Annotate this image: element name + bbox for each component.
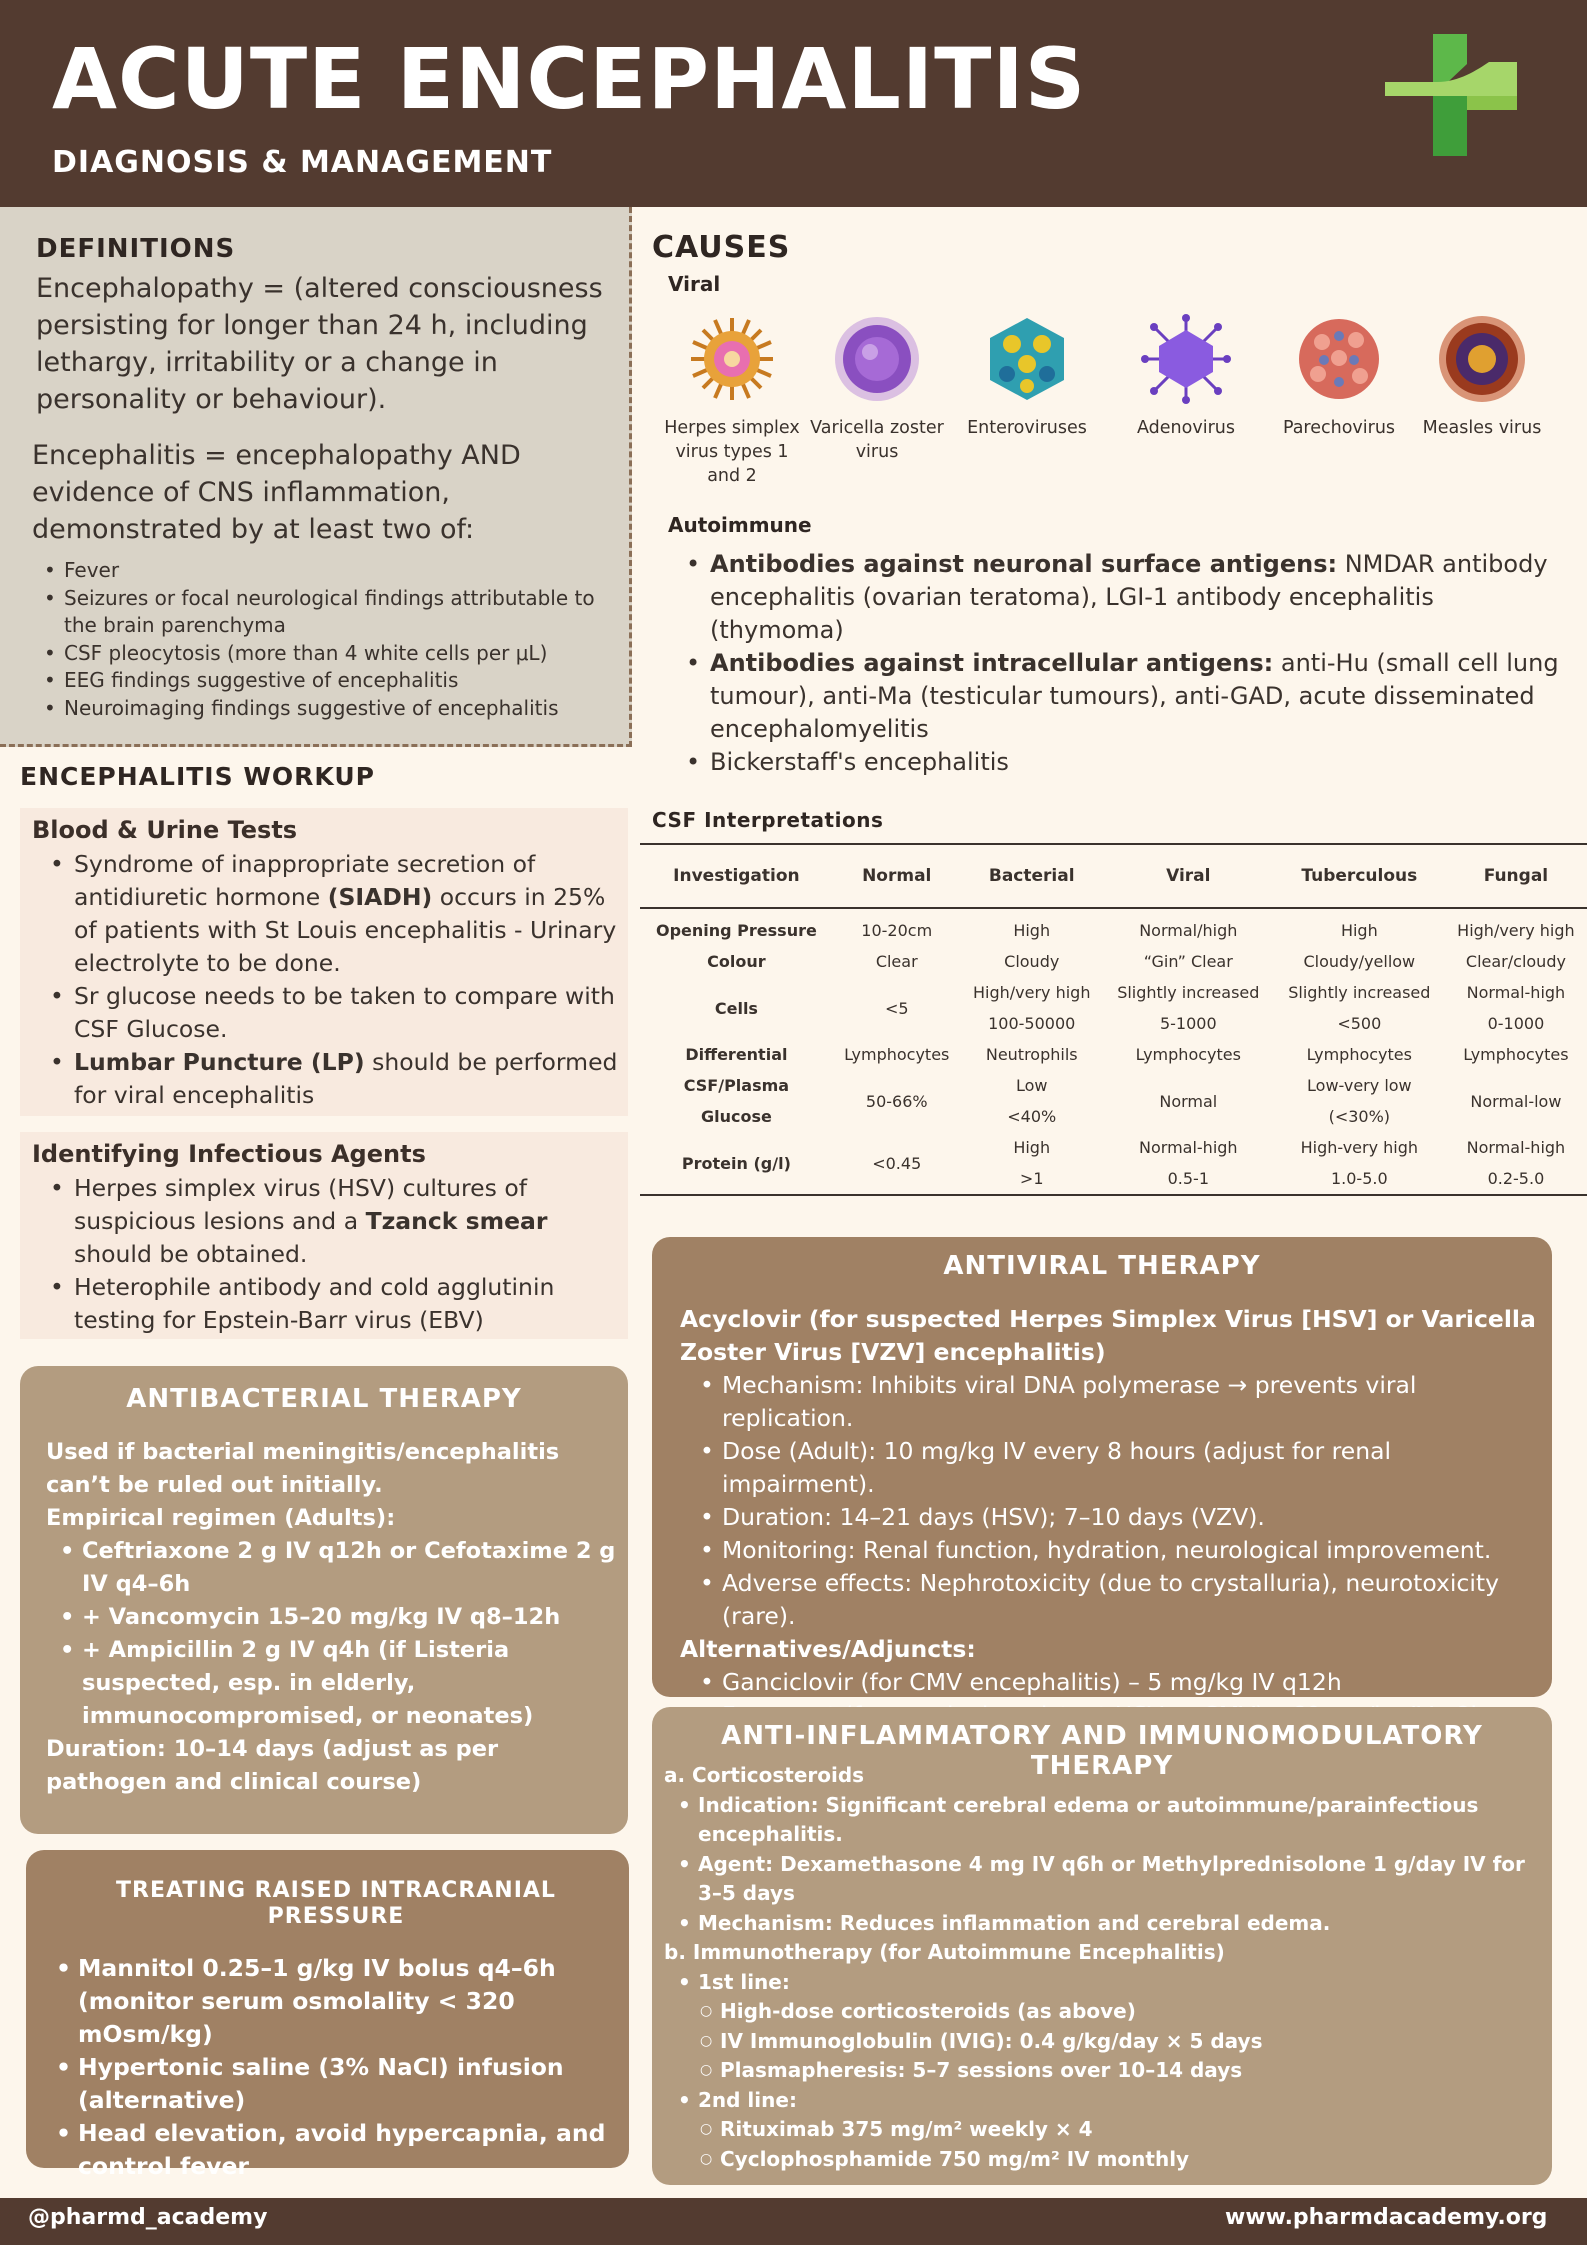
list-item: • Mechanism: Reduces inflammation and cerebral edema.: [678, 1909, 1544, 1939]
blood-urine-tests-box: [20, 808, 628, 1116]
column-header: Fungal: [1445, 844, 1587, 908]
list-item: • Mannitol 0.25–1 g/kg IV bolus q4–6h (monitor serum osmolality < 320 mOsm/kg): [56, 1952, 616, 2051]
definitions-heading: DEFINITIONS: [36, 234, 236, 264]
table-cell: High >1: [1013, 1138, 1051, 1188]
enterovirus-icon: [982, 314, 1072, 404]
table-header-row: [640, 844, 1587, 908]
autoimmune-causes-list: [686, 548, 1566, 779]
icp-heading: TREATING RAISED INTRACRANIAL PRESSURE: [116, 1878, 556, 1929]
table-cell: Lymphocytes: [1306, 1045, 1412, 1064]
first-line-label: • 1st line:: [678, 1968, 1544, 1998]
table-cell: Lymphocytes: [844, 1045, 950, 1064]
table-cell: High: [1013, 921, 1051, 940]
adenovirus-icon: [1141, 314, 1231, 404]
list-item: • Agent: Dexamethasone 4 mg IV q6h or Methylprednisolone 1 g/day IV for 3–5 days: [678, 1850, 1544, 1909]
column-header: Bacterial: [961, 844, 1103, 908]
table-cell: Cloudy/yellow: [1303, 952, 1416, 971]
measles-virus-icon: [1437, 314, 1527, 404]
causes-heading: CAUSES: [652, 230, 791, 265]
column-header: Normal: [833, 844, 961, 908]
list-item: • Lumbar Puncture (LP) should be performed for viral encephalitis: [50, 1046, 620, 1112]
corticosteroids-list: [664, 1791, 1544, 1939]
workup-heading: ENCEPHALITIS WORKUP: [20, 762, 375, 791]
row-label-cell: Colour: [707, 952, 766, 971]
first-line-list: [664, 1997, 1544, 2086]
virus-item: [1407, 314, 1557, 440]
virus-name: Parechovirus: [1282, 418, 1396, 438]
virus-name: Varicella zoster virus: [810, 418, 944, 462]
table-cell: Slightly increased <500: [1288, 983, 1431, 1033]
icp-therapy-card: [26, 1850, 629, 2180]
list-item: • EEG findings suggestive of encephalitis: [44, 667, 624, 695]
antiviral-therapy-card: [652, 1237, 1552, 1697]
table-cell: Lymphocytes: [1135, 1045, 1241, 1064]
list-item: • Antibodies against intracellular antigens: anti-Hu (small cell lung tumour), anti-Ma (testicular tumours), anti-GAD, acute disseminated encephalomyelitis: [686, 647, 1566, 746]
list-item: ○ Plasmapheresis: 5–7 sessions over 10–14 days: [700, 2056, 1544, 2086]
parechovirus-icon: [1294, 314, 1384, 404]
virus-item: [952, 314, 1102, 440]
viral-label: Viral: [668, 272, 721, 296]
csf-heading: CSF Interpretations: [652, 808, 884, 832]
icp-list: [56, 1952, 616, 2183]
virus-name: Measles virus: [1422, 418, 1542, 438]
list-item: • Herpes simplex virus (HSV) cultures of suspicious lesions and a Tzanck smear should be obtained.: [50, 1172, 620, 1271]
list-item: • CSF pleocytosis (more than 4 white cells per μL): [44, 640, 624, 668]
table-cell: Low-very low (<30%): [1307, 1076, 1412, 1126]
anti-inflammatory-heading: ANTI-INFLAMMATORY AND IMMUNOMODULATORY THERAPY: [721, 1721, 1483, 1781]
antibacterial-intro: Used if bacterial meningitis/encephalitis can’t be ruled out initially.: [46, 1439, 560, 1498]
csf-table-body: [640, 908, 1587, 1195]
list-item: ○ Rituximab 375 mg/m² weekly × 4: [700, 2115, 1544, 2145]
table-cell: Clear: [875, 952, 918, 971]
table-cell: “Gin” Clear: [1143, 952, 1233, 971]
alternatives-label: Alternatives/Adjuncts:: [680, 1635, 976, 1663]
table-row: [640, 1132, 1587, 1195]
antiviral-body: [680, 1303, 1540, 1732]
infectious-agents-box: [20, 1132, 628, 1339]
list-item: • Dose (Adult): 10 mg/kg IV every 8 hours (adjust for renal impairment).: [700, 1435, 1540, 1501]
antibacterial-heading: ANTIBACTERIAL THERAPY: [126, 1384, 522, 1414]
table-cell: 10-20cm: [861, 921, 933, 940]
virus-item: [1111, 314, 1261, 440]
table-cell: High/very high: [1457, 921, 1575, 940]
list-item: • Duration: 14–21 days (HSV); 7–10 days (VZV).: [700, 1501, 1540, 1534]
table-cell: Normal: [1159, 1091, 1218, 1111]
list-item: • Adverse effects: Nephrotoxicity (due to crystalluria), neurotoxicity (rare).: [700, 1567, 1540, 1633]
table-row: [640, 946, 1587, 977]
table-cell: Normal-high 0-1000: [1466, 983, 1566, 1033]
table-cell: Normal-low: [1470, 1091, 1562, 1111]
table-cell: Cloudy: [1004, 952, 1060, 971]
list-item: • Neuroimaging findings suggestive of encephalitis: [44, 695, 624, 723]
blood-urine-heading: Blood & Urine Tests: [32, 816, 298, 844]
page-subtitle: DIAGNOSIS & MANAGEMENT: [52, 145, 553, 180]
list-item: • Hypertonic saline (3% NaCl) infusion (alternative): [56, 2051, 616, 2117]
list-item: ○ Cyclophosphamide 750 mg/m² IV monthly: [700, 2145, 1544, 2175]
list-item: • Mechanism: Inhibits viral DNA polymerase → prevents viral replication.: [700, 1369, 1540, 1435]
page-title: ACUTE ENCEPHALITIS: [52, 30, 1087, 128]
virus-name: Adenovirus: [1137, 418, 1235, 438]
list-item: • Monitoring: Renal function, hydration, neurological improvement.: [700, 1534, 1540, 1567]
autoimmune-label: Autoimmune: [668, 513, 812, 537]
regimen-list: [46, 1535, 616, 1733]
list-item: • + Ampicillin 2 g IV q4h (if Listeria suspected, esp. in elderly, immunocompromised, or neonates): [60, 1634, 616, 1733]
table-cell: Low <40%: [1007, 1076, 1057, 1126]
row-label-cell: Cells: [714, 998, 758, 1018]
table-row: [640, 1039, 1587, 1070]
row-label-cell: Opening Pressure: [655, 921, 817, 940]
definitions-panel: [0, 207, 632, 747]
list-item: • Ceftriaxone 2 g IV q12h or Cefotaxime 2 g IV q4–6h: [60, 1535, 616, 1601]
virus-item: [1264, 314, 1414, 440]
list-item: ○ High-dose corticosteroids (as above): [700, 1997, 1544, 2027]
csf-table: [640, 843, 1587, 1196]
encephalitis-definition: Encephalitis = encephalopathy AND evidence of CNS inflammation, demonstrated by at least two of:: [32, 440, 521, 545]
table-cell: Normal-high 0.2-5.0: [1466, 1138, 1566, 1188]
antibacterial-therapy-card: [20, 1366, 628, 1834]
table-cell: High/very high 100-50000: [972, 983, 1091, 1033]
second-line-list: [664, 2115, 1544, 2174]
anti-inflammatory-card: [652, 1707, 1552, 2185]
antibacterial-duration: Duration: 10–14 days (adjust as per pathogen and clinical course): [46, 1736, 499, 1795]
encephalitis-criteria-list: [44, 557, 624, 722]
list-item: • Head elevation, avoid hypercapnia, and control fever: [56, 2117, 616, 2183]
list-item: • Fever: [44, 557, 624, 585]
table-cell: High-very high 1.0-5.0: [1300, 1138, 1419, 1188]
table-cell: Normal/high: [1139, 921, 1238, 940]
anti-inflammatory-body: [664, 1761, 1544, 2174]
row-label-cell: CSF/Plasma Glucose: [683, 1076, 790, 1126]
encephalopathy-definition: Encephalopathy = (altered consciousness persisting for longer than 24 h, including lethargy, irritability or a change in personality or behaviour).: [36, 273, 603, 415]
virus-item: [802, 314, 952, 464]
table-cell: Clear/cloudy: [1465, 952, 1566, 971]
row-label-cell: Protein (g/l): [681, 1153, 791, 1173]
varicella-virus-icon: [832, 314, 922, 404]
list-item: • + Vancomycin 15–20 mg/kg IV q8–12h: [60, 1601, 616, 1634]
second-line-label: • 2nd line:: [678, 2086, 1544, 2116]
virus-name: Enteroviruses: [967, 418, 1087, 438]
infectious-agents-heading: Identifying Infectious Agents: [32, 1140, 426, 1168]
corticosteroids-label: a. Corticosteroids: [664, 1763, 865, 1787]
virus-item: [657, 314, 807, 488]
list-item: • Heterophile antibody and cold agglutinin testing for Epstein-Barr virus (EBV): [50, 1271, 620, 1337]
acyclovir-points: [680, 1369, 1540, 1633]
list-item: ○ IV Immunoglobulin (IVIG): 0.4 g/kg/day × 5 days: [700, 2027, 1544, 2057]
social-handle: @pharmd_academy: [28, 2205, 268, 2230]
herpes-virus-icon: [687, 314, 777, 404]
antibacterial-body: [46, 1436, 616, 1799]
immunotherapy-label: b. Immunotherapy (for Autoimmune Encephalitis): [664, 1940, 1225, 1964]
list-item: • Seizures or focal neurological findings attributable to the brain parenchyma: [44, 585, 624, 640]
table-cell: Slightly increased 5-1000: [1117, 983, 1260, 1033]
acyclovir-heading: Acyclovir (for suspected Herpes Simplex Virus [HSV] or Varicella Zoster Virus [VZV] encephalitis): [680, 1305, 1536, 1366]
list-item: • Indication: Significant cerebral edema or autoimmune/parainfectious encephalitis.: [678, 1791, 1544, 1850]
green-cross-logo-icon: [1385, 34, 1517, 156]
table-cell: Neutrophils: [985, 1045, 1078, 1064]
list-item: • Ganciclovir (for CMV encephalitis) – 5 mg/kg IV q12h: [700, 1666, 1540, 1699]
table-row: [640, 1070, 1587, 1132]
table-row: [640, 977, 1587, 1039]
table-row: [640, 908, 1587, 946]
column-header: Viral: [1103, 844, 1274, 908]
list-item: • Syndrome of inappropriate secretion of antidiuretic hormone (SIADH) occurs in 25% of patients with St Louis encephalitis - Urinary electrolyte to be done.: [50, 848, 620, 980]
regimen-label: Empirical regimen (Adults):: [46, 1505, 396, 1531]
website-link[interactable]: www.pharmdacademy.org: [1225, 2205, 1548, 2230]
blood-urine-list: [50, 848, 620, 1112]
immunotherapy-second-line: [664, 2086, 1544, 2116]
column-header: Investigation: [640, 844, 833, 908]
infectious-agents-list: [50, 1172, 620, 1337]
antiviral-heading: ANTIVIRAL THERAPY: [943, 1251, 1261, 1281]
list-item: • Bickerstaff's encephalitis: [686, 746, 1566, 779]
table-cell: Normal-high 0.5-1: [1139, 1138, 1238, 1188]
list-item: • Antibodies against neuronal surface antigens: NMDAR antibody encephalitis (ovarian teratoma), LGI-1 antibody encephalitis (thymoma): [686, 548, 1566, 647]
virus-name: Herpes simplex virus types 1 and 2: [664, 418, 800, 486]
column-header: Tuberculous: [1274, 844, 1445, 908]
row-label-cell: Differential: [685, 1045, 788, 1064]
table-cell: <5: [884, 998, 909, 1018]
immunotherapy-first-line: [664, 1968, 1544, 1998]
table-cell: 50-66%: [865, 1091, 928, 1111]
table-cell: <0.45: [872, 1153, 922, 1173]
table-cell: High: [1340, 921, 1378, 940]
table-cell: Lymphocytes: [1463, 1045, 1569, 1064]
list-item: • Sr glucose needs to be taken to compare with CSF Glucose.: [50, 980, 620, 1046]
